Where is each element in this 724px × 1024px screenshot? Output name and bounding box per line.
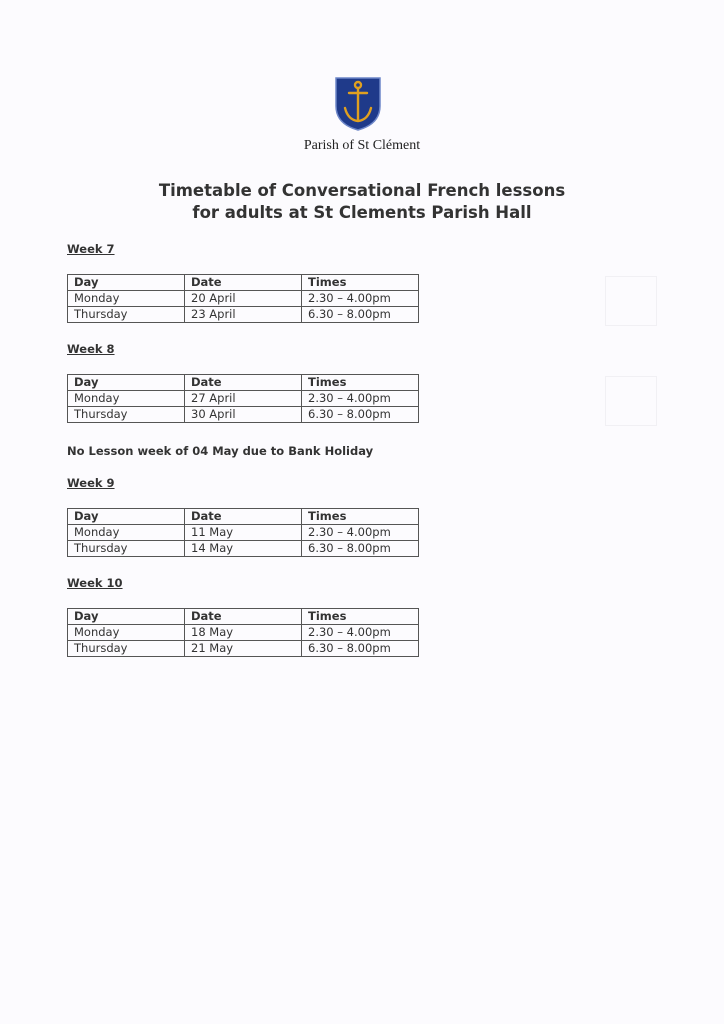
- date-cell: 30 April: [185, 407, 302, 423]
- day-cell: Thursday: [68, 541, 185, 557]
- table-row: [68, 407, 419, 423]
- times-cell: 6.30 – 8.00pm: [302, 407, 419, 423]
- table-header-row: [68, 275, 419, 291]
- column-header: Date: [185, 509, 302, 525]
- column-header: Day: [68, 609, 185, 625]
- day-cell: Monday: [68, 625, 185, 641]
- title-line-2: for adults at St Clements Parish Hall: [192, 203, 532, 222]
- day-cell: Thursday: [68, 641, 185, 657]
- date-cell: 23 April: [185, 307, 302, 323]
- column-header: Times: [302, 609, 419, 625]
- table-header-row: [68, 509, 419, 525]
- bleed-through-mark: [605, 376, 657, 426]
- week-heading: Week 8: [67, 342, 115, 356]
- column-header: Day: [68, 275, 185, 291]
- table-header-row: [68, 609, 419, 625]
- page-title: [0, 180, 724, 224]
- table-row: [68, 625, 419, 641]
- bleed-through-mark: [605, 276, 657, 326]
- timetable-week-7: [67, 274, 419, 323]
- column-header: Date: [185, 375, 302, 391]
- column-header: Day: [68, 509, 185, 525]
- timetable-week-10: [67, 608, 419, 657]
- week-heading: Week 9: [67, 476, 115, 490]
- day-cell: Thursday: [68, 407, 185, 423]
- times-cell: 6.30 – 8.00pm: [302, 541, 419, 557]
- table-row: [68, 291, 419, 307]
- date-cell: 18 May: [185, 625, 302, 641]
- date-cell: 21 May: [185, 641, 302, 657]
- date-cell: 20 April: [185, 291, 302, 307]
- title-line-1: Timetable of Conversational French lessons: [158, 181, 566, 200]
- column-header: Date: [185, 609, 302, 625]
- day-cell: Monday: [68, 291, 185, 307]
- date-cell: 14 May: [185, 541, 302, 557]
- table-row: [68, 391, 419, 407]
- bank-holiday-notice: No Lesson week of 04 May due to Bank Holiday: [67, 444, 374, 458]
- day-cell: Monday: [68, 525, 185, 541]
- column-header: Times: [302, 375, 419, 391]
- table-row: [68, 641, 419, 657]
- table-row: [68, 525, 419, 541]
- week-heading: Week 10: [67, 576, 123, 590]
- date-cell: 27 April: [185, 391, 302, 407]
- day-cell: Monday: [68, 391, 185, 407]
- column-header: Date: [185, 275, 302, 291]
- timetable-week-8: [67, 374, 419, 423]
- times-cell: 6.30 – 8.00pm: [302, 641, 419, 657]
- times-cell: 2.30 – 4.00pm: [302, 625, 419, 641]
- day-cell: Thursday: [68, 307, 185, 323]
- week-heading: Week 7: [67, 242, 115, 256]
- table-row: [68, 541, 419, 557]
- times-cell: 2.30 – 4.00pm: [302, 291, 419, 307]
- times-cell: 2.30 – 4.00pm: [302, 391, 419, 407]
- table-row: [68, 307, 419, 323]
- column-header: Day: [68, 375, 185, 391]
- table-header-row: [68, 375, 419, 391]
- organisation-name: Parish of St Clément: [303, 138, 421, 153]
- date-cell: 11 May: [185, 525, 302, 541]
- timetable-week-9: [67, 508, 419, 557]
- column-header: Times: [302, 275, 419, 291]
- times-cell: 6.30 – 8.00pm: [302, 307, 419, 323]
- anchor-shield-icon: [334, 76, 382, 132]
- column-header: Times: [302, 509, 419, 525]
- times-cell: 2.30 – 4.00pm: [302, 525, 419, 541]
